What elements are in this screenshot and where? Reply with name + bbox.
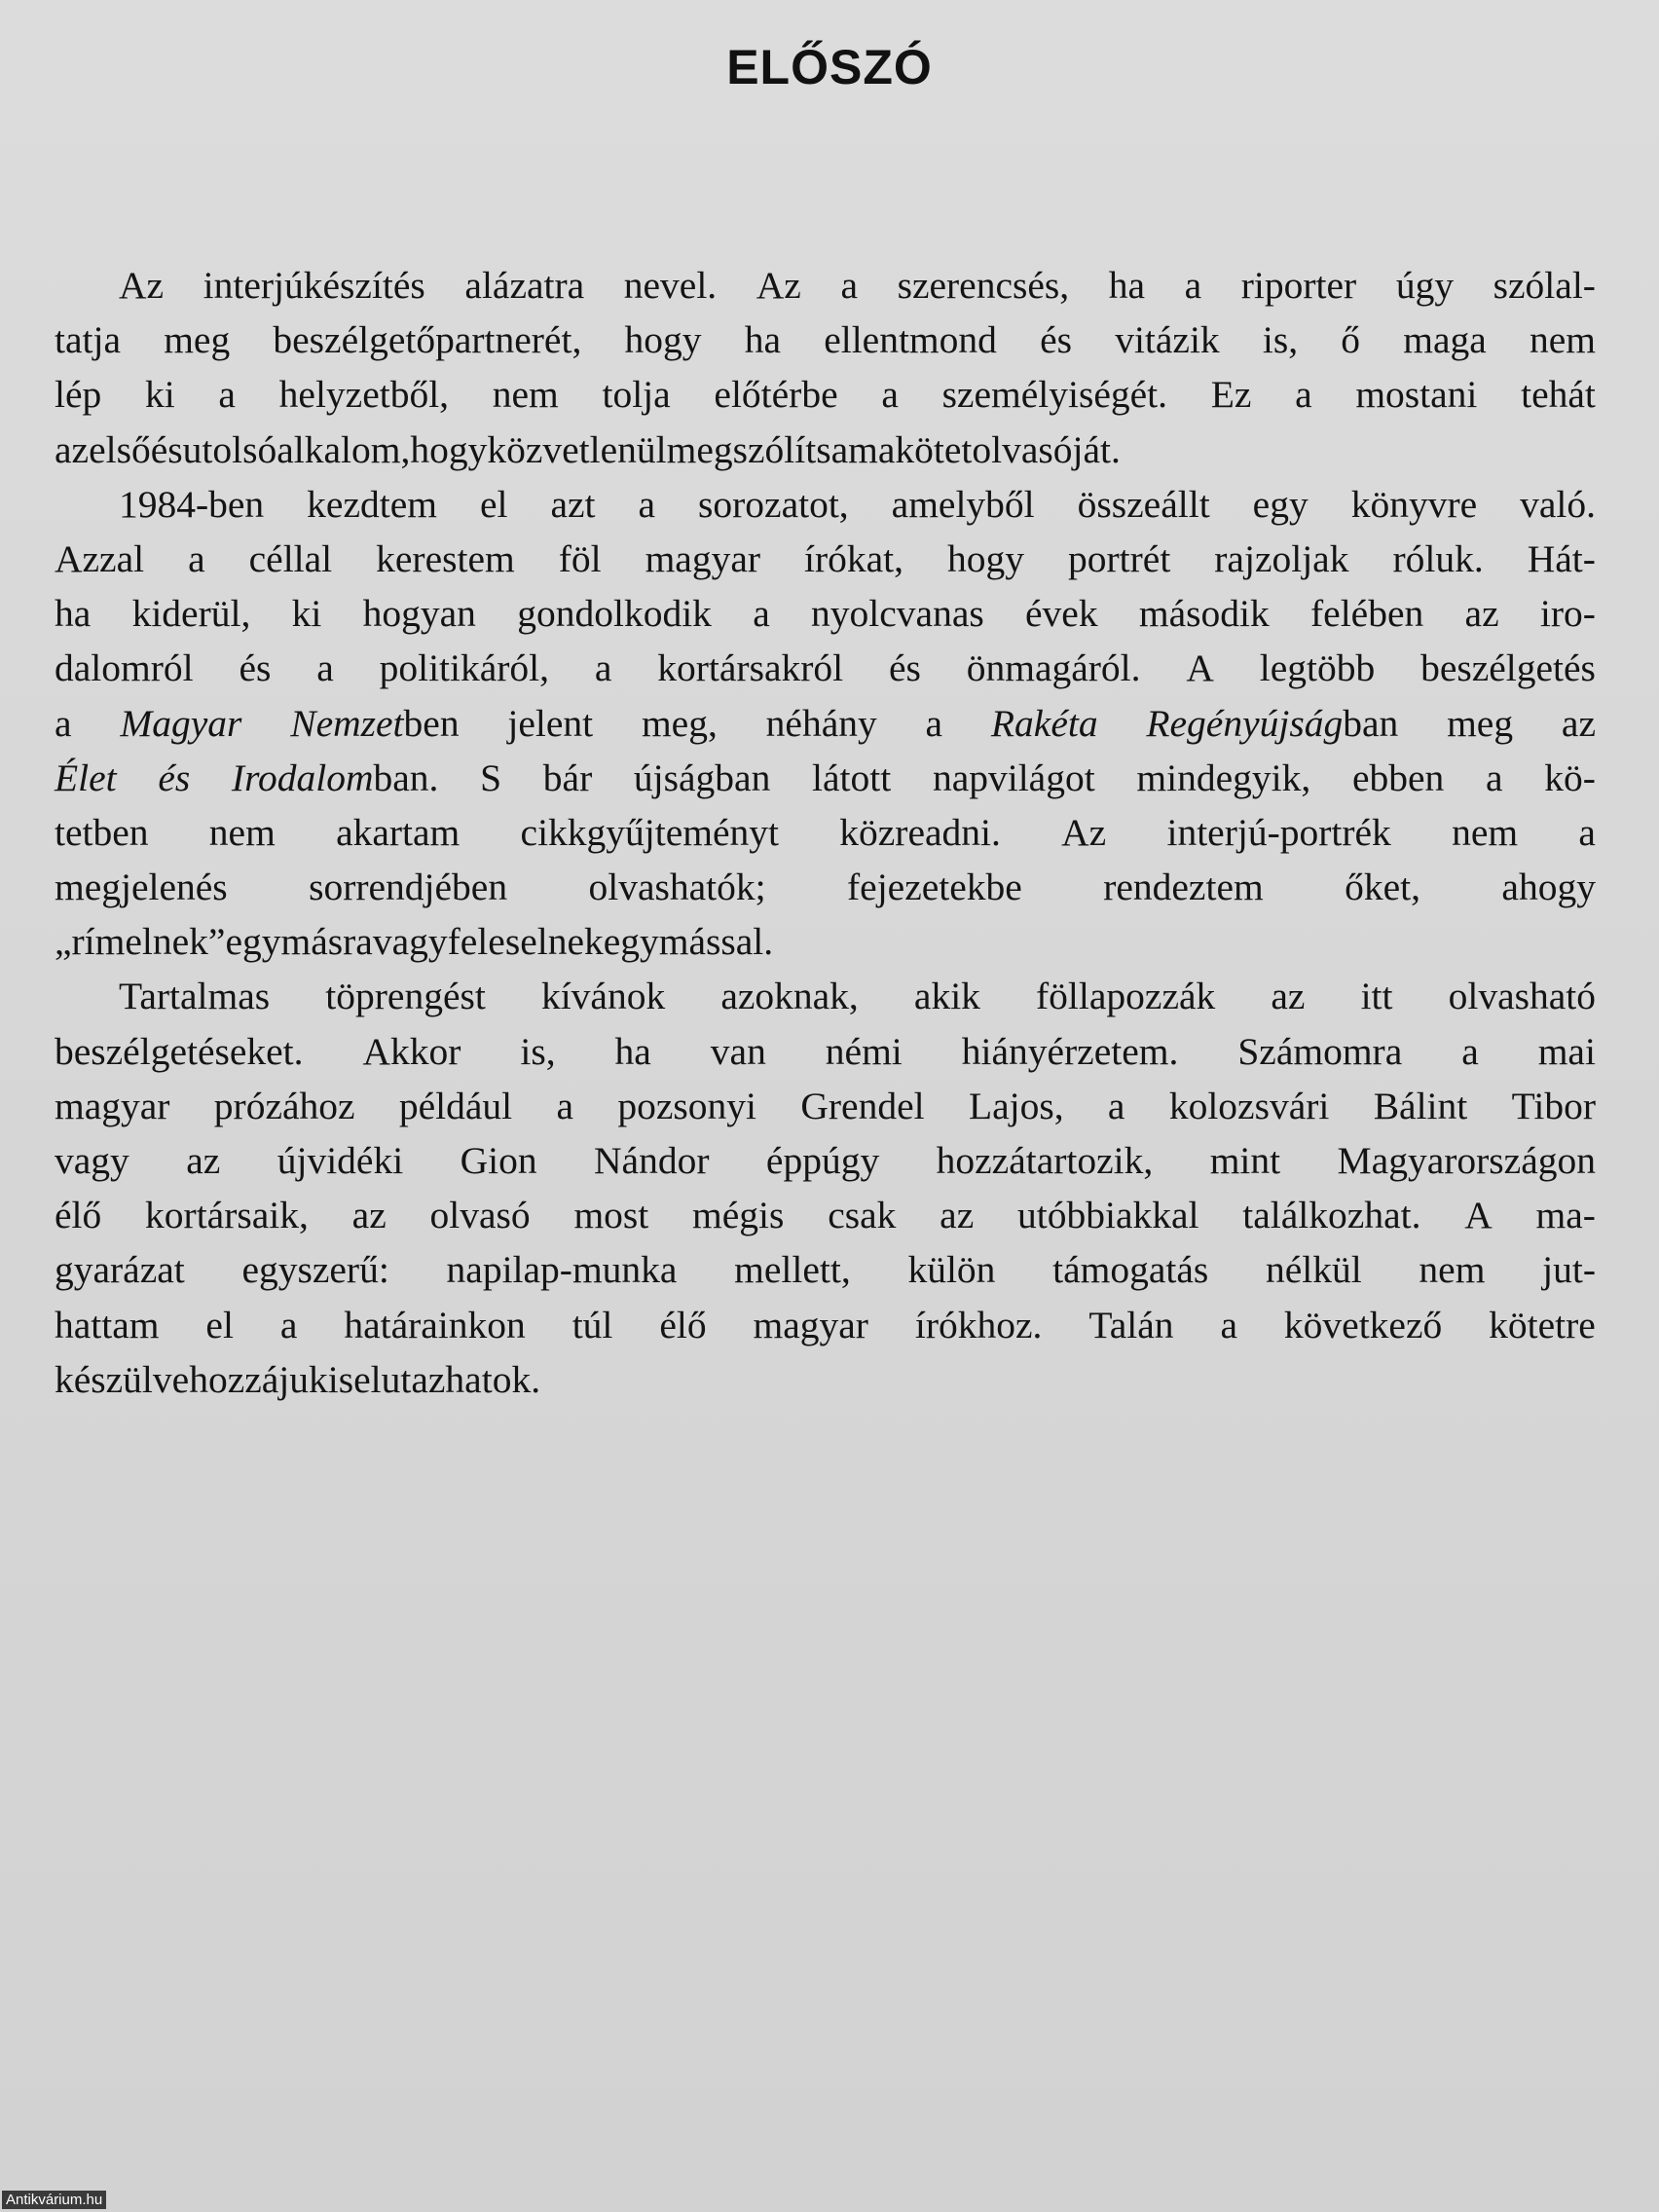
text-line: vagy az újvidéki Gion Nándor éppúgy hozzátartozik, mint Magyarországon (55, 1139, 1596, 1182)
source-watermark: Antikvárium.hu (2, 2191, 106, 2209)
text-line: ha kiderül, ki hogyan gondolkodik a nyolcvanas évek második felében az iro- (55, 592, 1596, 636)
text-line: hattam el a határainkon túl élő magyar írókhoz. Talán a következő kötetre (55, 1303, 1596, 1346)
preface-text (55, 258, 1596, 1407)
text-line: Élet és Irodalomban. S bár újságban látott napvilágot mindegyik, ebben a kö- (55, 756, 1596, 799)
text-line: élő kortársaik, az olvasó most mégis csak az utóbbiakkal találkozhat. A ma- (55, 1194, 1596, 1237)
text-line: gyarázat egyszerű: napilap-munka mellett, külön támogatás nélkül nem jut- (55, 1248, 1596, 1292)
text-line: magyar prózához például a pozsonyi Grendel Lajos, a kolozsvári Bálint Tibor (55, 1084, 1596, 1127)
page-title: ELŐSZÓ (726, 40, 933, 94)
text-line: tetben nem akartam cikkgyűjteményt közreadni. Az interjú-portrék nem a (55, 810, 1596, 854)
text-line: 1984-ben kezdtem el azt a sorozatot, amelyből összeállt egy könyvre való. (119, 482, 1596, 526)
text-line: az első és utolsó alkalom, hogy közvetlenül megszólítsam a kötet olvasóját. (55, 427, 1121, 471)
text-line: Tartalmas töprengést kívánok azoknak, akik föllapozzák az itt olvasható (119, 975, 1596, 1018)
text-line: tatja meg beszélgetőpartnerét, hogy ha ellentmond és vitázik is, ő maga nem (55, 318, 1596, 362)
text-line: „rímelnek” egymásra vagy feleselnek egymással. (55, 920, 774, 964)
text-line: a Magyar Nemzetben jelent meg, néhány a Rakéta Regényújságban meg az (55, 701, 1596, 745)
text-line: lép ki a helyzetből, nem tolja előtérbe a személyiségét. Ez a mostani tehát (55, 373, 1596, 417)
text-line: megjelenés sorrendjében olvashatók; fejezetekbe rendeztem őket, ahogy (55, 866, 1596, 909)
text-line: készülve hozzájuk is elutazhatok. (55, 1357, 541, 1401)
text-line: beszélgetéseket. Akkor is, ha van némi hiányérzetem. Számomra a mai (55, 1029, 1596, 1073)
text-line: Azzal a céllal kerestem föl magyar írókat, hogy portrét rajzoljak róluk. Hát- (55, 536, 1596, 580)
text-line: dalomról és a politikáról, a kortársakról és önmagáról. A legtöbb beszélgetés (55, 646, 1596, 690)
text-line: Az interjúkészítés alázatra nevel. Az a szerencsés, ha a riporter úgy szólal- (119, 264, 1596, 307)
